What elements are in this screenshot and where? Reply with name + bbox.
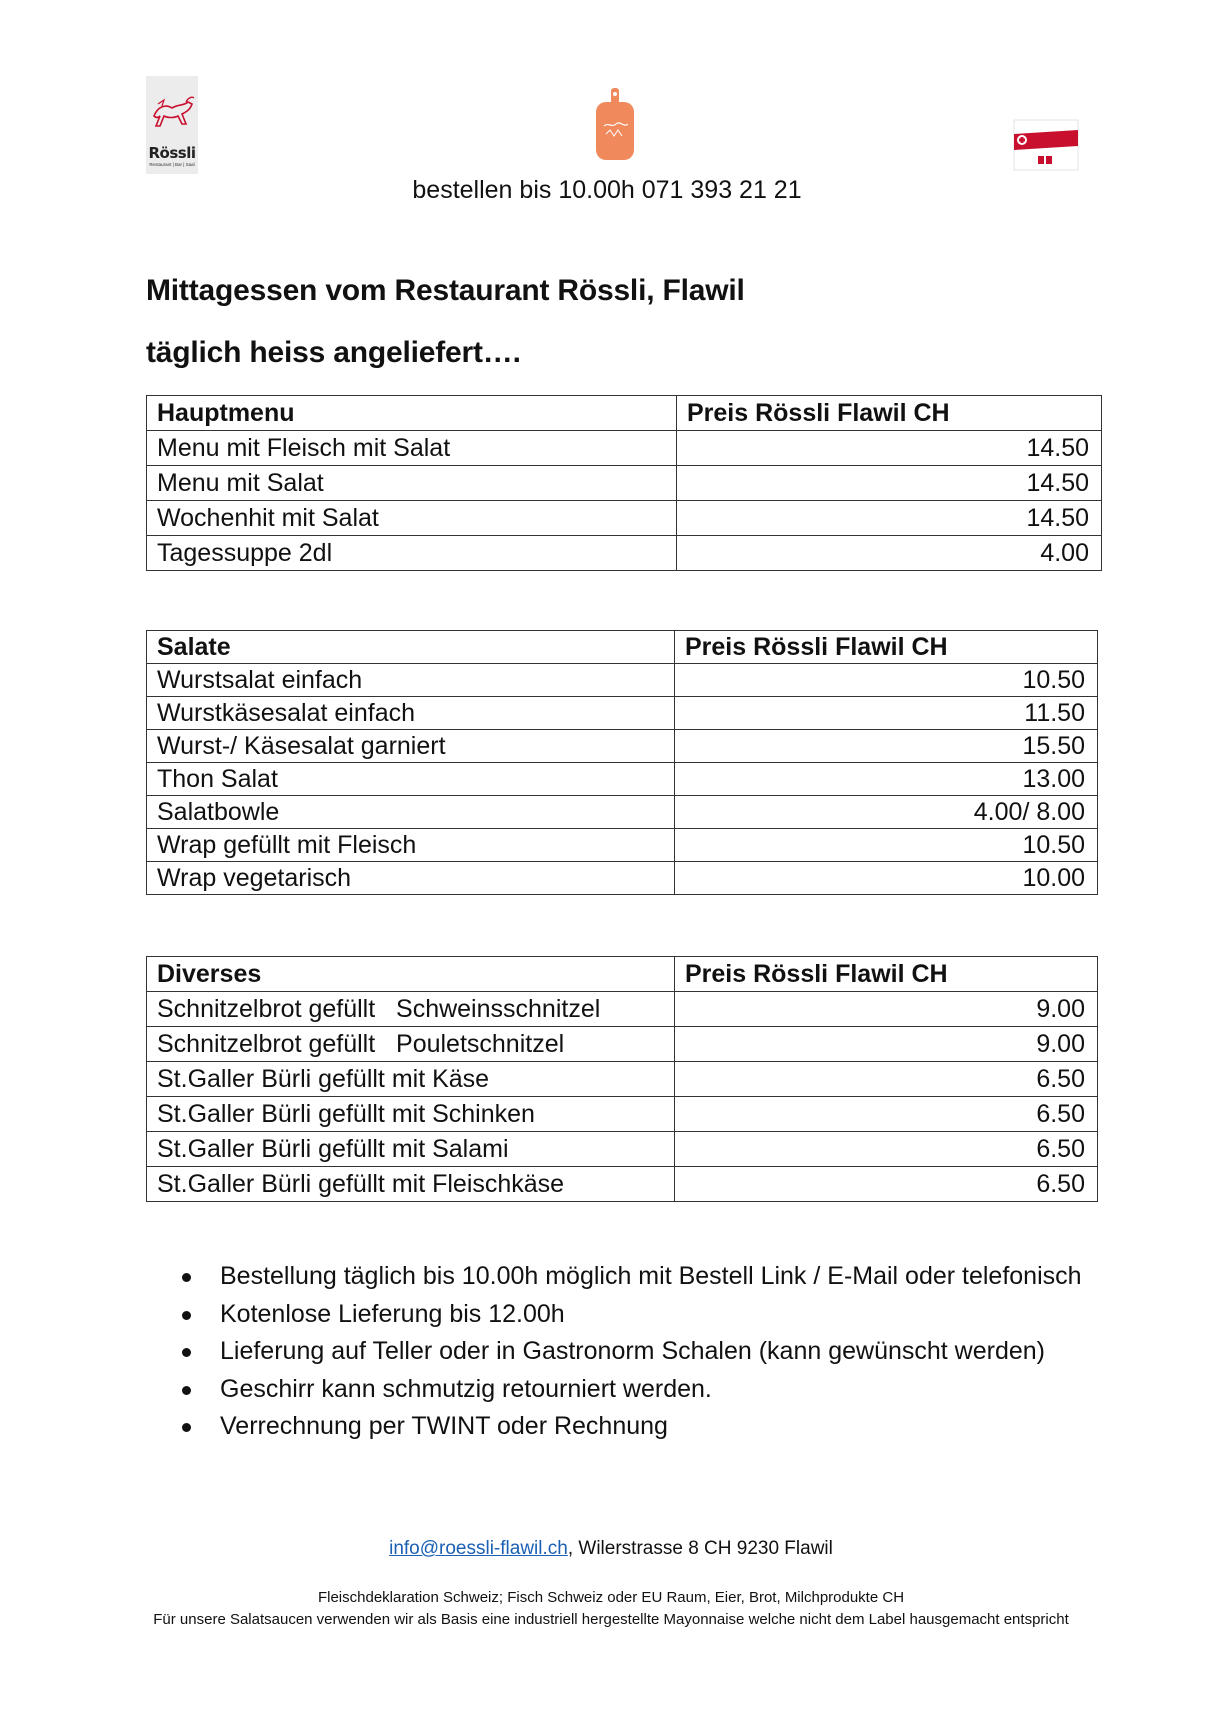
item-name: Menu mit Fleisch mit Salat [147, 431, 677, 466]
item-name: Menu mit Salat [147, 466, 677, 501]
item-price: 6.50 [675, 1097, 1098, 1132]
table-row [147, 730, 1098, 763]
item-name: Thon Salat [147, 763, 675, 796]
item-name: Tagessuppe 2dl [147, 536, 677, 571]
table-header-row [147, 631, 1098, 664]
address-text: , Wilerstrasse 8 CH 9230 Flawil [567, 1538, 833, 1559]
page-title: Mittagessen vom Restaurant Rössli, Flawil [146, 274, 745, 307]
item-name: Schnitzelbrot gefüllt Schweinsschnitzel [147, 992, 675, 1027]
sauce-declaration: Für unsere Salatsaucen verwenden wir als Basis eine industriell hergestellte Mayonnaise welche nicht dem Label hausgemacht entspricht [153, 1611, 1069, 1628]
item-name: Wrap vegetarisch [147, 862, 675, 895]
item-price: 9.00 [675, 992, 1098, 1027]
table-header-row [147, 396, 1102, 431]
item-price: 4.00/ 8.00 [675, 796, 1098, 829]
item-price: 6.50 [675, 1167, 1098, 1202]
roessli-logo [146, 76, 198, 174]
cutting-board-icon [594, 88, 636, 162]
list-item: Lieferung auf Teller oder in Gastronorm Schalen (kann gewünscht werden) [220, 1333, 1082, 1371]
table-hauptmenu [146, 395, 1102, 571]
item-name: Salatbowle [147, 796, 675, 829]
item-name: Schnitzelbrot gefüllt Pouletschnitzel [147, 1027, 675, 1062]
item-price: 10.50 [675, 829, 1098, 862]
table-row [147, 796, 1098, 829]
table-salate [146, 630, 1098, 895]
table-row [147, 1167, 1098, 1202]
column-header-price: Preis Rössli Flawil CH [675, 957, 1098, 992]
item-name: St.Galler Bürli gefüllt mit Fleischkäse [147, 1167, 675, 1202]
order-notes-list [146, 1258, 1082, 1446]
column-header-price: Preis Rössli Flawil CH [675, 631, 1098, 664]
item-price: 14.50 [677, 501, 1102, 536]
item-name: St.Galler Bürli gefüllt mit Käse [147, 1062, 675, 1097]
table-row [147, 862, 1098, 895]
table-row [147, 697, 1098, 730]
horse-icon [146, 76, 198, 146]
item-name: St.Galler Bürli gefüllt mit Salami [147, 1132, 675, 1167]
table-row [147, 1027, 1098, 1062]
list-item: Bestellung täglich bis 10.00h möglich mit Bestell Link / E-Mail oder telefonisch [220, 1258, 1082, 1296]
table-row [147, 992, 1098, 1027]
table-row [147, 466, 1102, 501]
table-row [147, 536, 1102, 571]
schweizer-fleisch-logo [1010, 118, 1082, 172]
column-header-price: Preis Rössli Flawil CH [677, 396, 1102, 431]
contact-line [0, 1538, 1222, 1560]
cutting-board-logo [594, 88, 636, 162]
item-price: 15.50 [675, 730, 1098, 763]
meat-declaration: Fleischdeklaration Schweiz; Fisch Schweiz oder EU Raum, Eier, Brot, Milchprodukte CH [317, 1589, 905, 1606]
table-row [147, 664, 1098, 697]
item-name: Wurstsalat einfach [147, 664, 675, 697]
list-item: Kotenlose Lieferung bis 12.00h [220, 1296, 1082, 1334]
table-row [147, 829, 1098, 862]
item-price: 6.50 [675, 1132, 1098, 1167]
logo-brand-text: Rössli [148, 144, 196, 162]
order-phone-line: bestellen bis 10.00h 071 393 21 21 [412, 176, 802, 204]
table-row [147, 763, 1098, 796]
item-name: Wurstkäsesalat einfach [147, 697, 675, 730]
list-item: Geschirr kann schmutzig retourniert werden. [220, 1371, 1082, 1409]
item-name: Wurst-/ Käsesalat garniert [147, 730, 675, 763]
table-row [147, 1097, 1098, 1132]
column-header-item: Hauptmenu [147, 396, 677, 431]
table-header-row [147, 957, 1098, 992]
item-price: 14.50 [677, 466, 1102, 501]
table-row [147, 1062, 1098, 1097]
item-name: Wochenhit mit Salat [147, 501, 677, 536]
table-row [147, 501, 1102, 536]
item-name: Wrap gefüllt mit Fleisch [147, 829, 675, 862]
page-subtitle: täglich heiss angeliefert…. [146, 336, 521, 369]
logo-tagline: Restaurant | Bar | Saal [149, 162, 195, 167]
email-link[interactable]: info@roessli-flawil.ch [389, 1538, 568, 1559]
item-name: St.Galler Bürli gefüllt mit Schinken [147, 1097, 675, 1132]
item-price: 11.50 [675, 697, 1098, 730]
item-price: 10.50 [675, 664, 1098, 697]
item-price: 10.00 [675, 862, 1098, 895]
item-price: 9.00 [675, 1027, 1098, 1062]
list-item: Verrechnung per TWINT oder Rechnung [220, 1408, 1082, 1446]
item-price: 13.00 [675, 763, 1098, 796]
column-header-item: Diverses [147, 957, 675, 992]
item-price: 6.50 [675, 1062, 1098, 1097]
schweizer-fleisch-icon [1010, 118, 1082, 172]
table-diverses [146, 956, 1098, 1202]
item-price: 14.50 [677, 431, 1102, 466]
table-row [147, 431, 1102, 466]
table-row [147, 1132, 1098, 1167]
item-price: 4.00 [677, 536, 1102, 571]
column-header-item: Salate [147, 631, 675, 664]
